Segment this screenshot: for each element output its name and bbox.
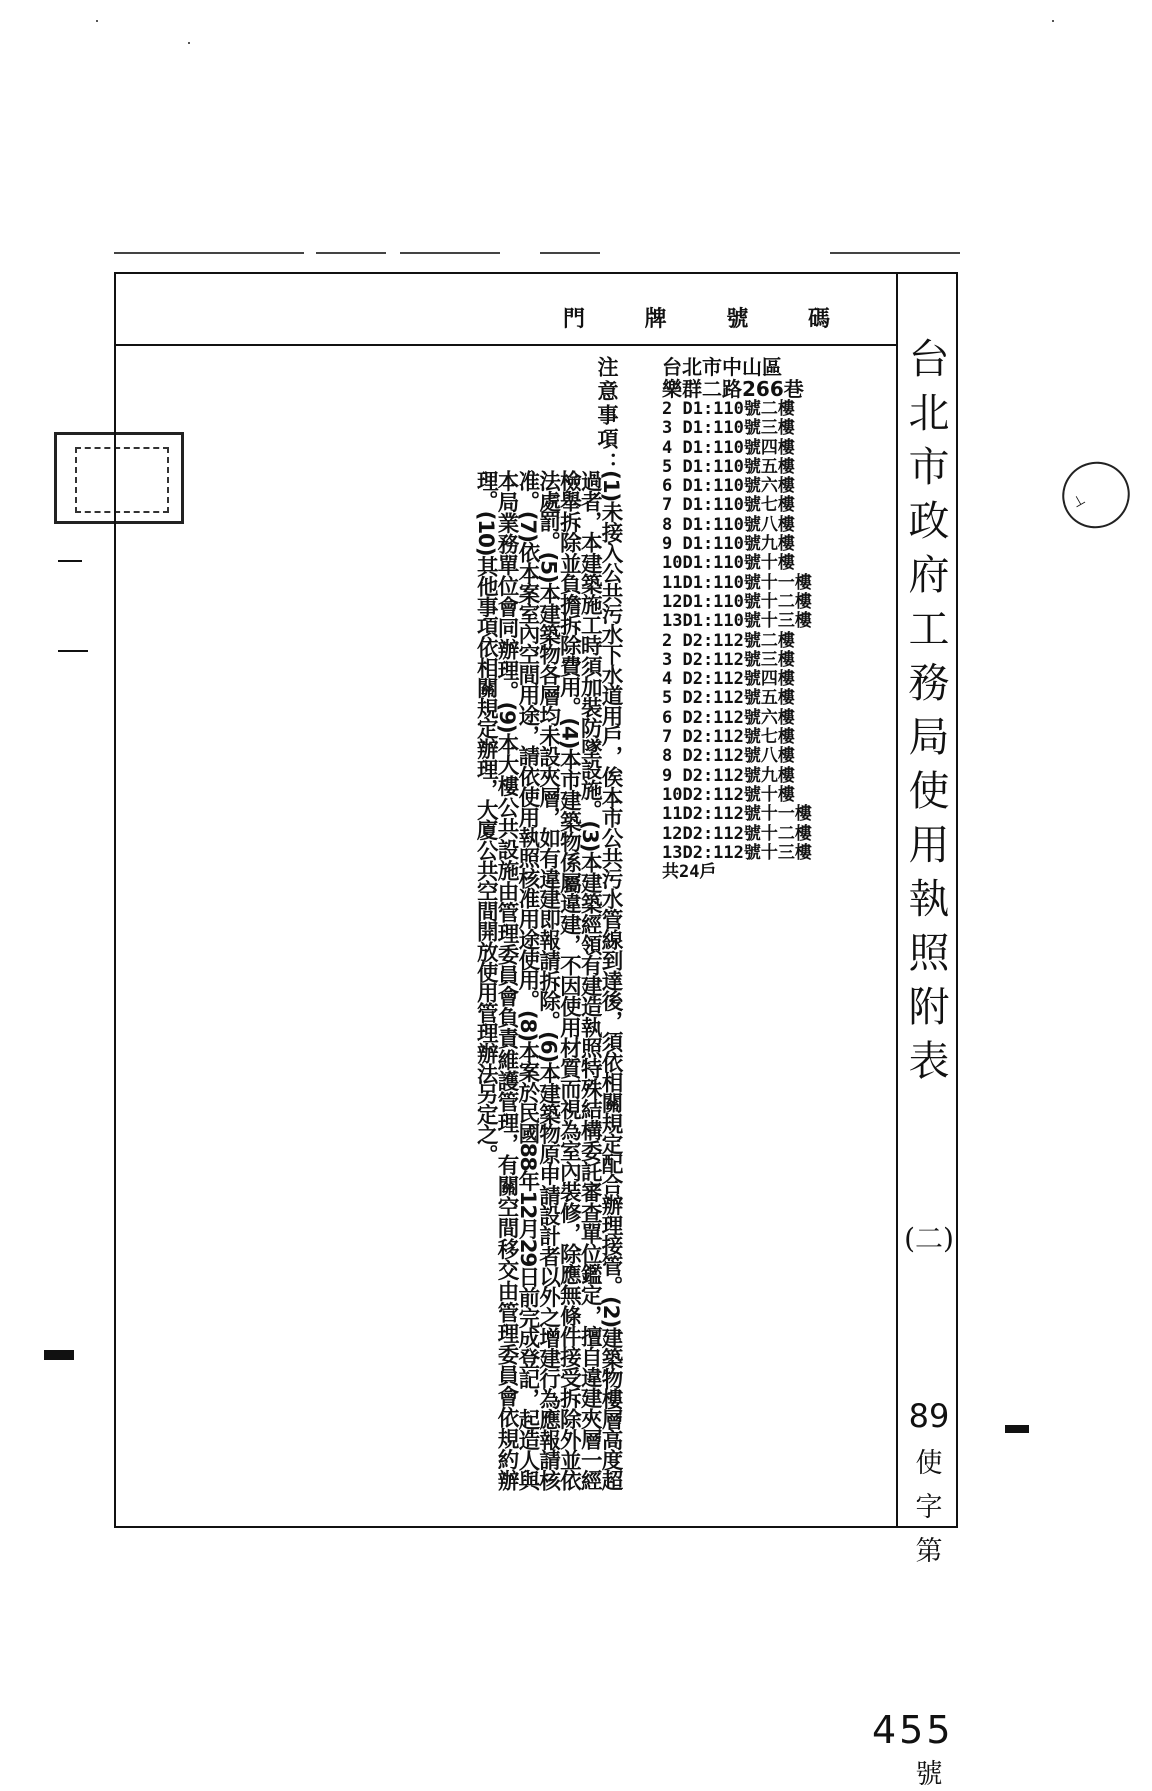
edge-mark xyxy=(58,560,82,562)
title-char: 局 xyxy=(908,713,950,761)
unit-row: 2 D1:110號二樓 xyxy=(662,399,795,419)
unit-row: 7 D2:112號七樓 xyxy=(662,727,795,748)
ink-blot xyxy=(44,1350,74,1360)
title-char: 執 xyxy=(908,875,950,923)
permit-number: 455 xyxy=(872,1708,954,1752)
unit-row: 13D2:112號十三樓 xyxy=(662,842,812,863)
document-title xyxy=(898,332,960,1088)
unit-row: 6 D1:110號六樓 xyxy=(662,476,795,497)
title-char: 務 xyxy=(908,659,950,707)
unit-row: 3 D1:110號三樓 xyxy=(662,418,795,439)
house-number-header: 門 牌 號 碼 xyxy=(563,307,856,332)
permit-word-char: 第 xyxy=(915,1536,943,1567)
title-char: 北 xyxy=(908,389,950,437)
scan-speck xyxy=(1052,20,1054,22)
edge-mark xyxy=(58,650,88,652)
unit-row: 9 D2:112號九樓 xyxy=(662,765,795,786)
title-char: 附 xyxy=(908,983,950,1031)
notes-body: (1)未接入公共污水下水道用戶，俟本市公共污水管線到達後，須依相關規定配合辦理接管。(2)建築物樓層高度超過者，本建築施工時須加裝防墜設施。(3)本建築經領有建造執照特殊結構委託審查單位鑑定，擅自違建夾層一經檢舉拆除並負擔拆除費用。(4)本市建築物係屬違建，不因使用材質而視為室內裝修，除應無條件接受拆除外並依法處罰。(5)本建築物各層均未設夾層，如有違建即報請拆除。(6)本建築物原申請設計者以外之增建行為應報請核准。(7)依本案室內空間用途，請依使用執照核准用途使用。(8)本案於民國88年12月29日前完成登記，起造人與本局業務單位會同辦理。(9)本大樓公共設施由管理委員會負責維護管理，有關空間移交由管理委員會依規約辦理。(10)其他事項依相關規定辦理，大廈公共空間開放使用管理辦法另定之。 xyxy=(473,470,623,1490)
unit-row: 10D2:112號十樓 xyxy=(662,784,795,805)
title-char: 使 xyxy=(908,767,950,815)
scan-rule-top xyxy=(114,252,304,254)
unit-row: 8 D1:110號八樓 xyxy=(662,514,795,535)
notes-title: 注意事項： xyxy=(595,356,619,476)
scan-speck xyxy=(96,20,98,22)
permit-word xyxy=(898,1442,960,1574)
scan-rule-top xyxy=(316,252,386,254)
unit-row: 7 D1:110號七樓 xyxy=(662,495,795,516)
unit-row: 11D1:110號十一樓 xyxy=(662,572,812,593)
scan-rule-top xyxy=(830,252,960,254)
title-char: 台 xyxy=(908,335,950,383)
address-road: 樂群二路266巷 xyxy=(662,377,804,401)
title-char: 照 xyxy=(908,929,950,977)
unit-row: 6 D2:112號六樓 xyxy=(662,707,795,728)
unit-total: 共24戶 xyxy=(662,862,717,883)
scan-speck xyxy=(188,42,190,44)
unit-row: 12D2:112號十二樓 xyxy=(662,823,812,844)
unit-row: 9 D1:110號九樓 xyxy=(662,534,795,555)
unit-list xyxy=(662,400,852,863)
title-appendix-number: (二) xyxy=(904,1222,954,1255)
header-row xyxy=(114,272,896,346)
address-district: 台北市中山區 xyxy=(662,355,782,379)
title-char: 用 xyxy=(908,821,950,869)
permit-year: 89 xyxy=(908,1397,950,1435)
title-char: 工 xyxy=(908,605,950,653)
permit-unit: 號 xyxy=(915,1759,943,1790)
scan-rule-top xyxy=(540,252,600,254)
scan-rule-top xyxy=(400,252,500,254)
unit-row: 8 D2:112號八樓 xyxy=(662,746,795,767)
address-list xyxy=(662,356,852,882)
ink-blot xyxy=(1005,1425,1029,1433)
unit-row: 4 D2:112號四樓 xyxy=(662,669,795,690)
unit-row: 10D1:110號十樓 xyxy=(662,553,795,574)
permit-word-char: 字 xyxy=(915,1492,943,1523)
unit-row: 11D2:112號十一樓 xyxy=(662,804,812,825)
title-char: 市 xyxy=(908,443,950,491)
unit-row: 5 D2:112號五樓 xyxy=(662,688,795,709)
title-char: 表 xyxy=(908,1037,950,1085)
unit-row: 3 D2:112號三樓 xyxy=(662,649,795,670)
title-char: 政 xyxy=(908,497,950,545)
unit-row: 4 D1:110號四樓 xyxy=(662,437,795,458)
title-char: 府 xyxy=(908,551,950,599)
faded-stamp-right: ⊥ xyxy=(1050,449,1142,540)
unit-row: 2 D2:112號二樓 xyxy=(662,630,795,651)
unit-row: 12D1:110號十二樓 xyxy=(662,591,812,612)
permit-word-char: 使 xyxy=(915,1448,943,1479)
unit-row: 5 D1:110號五樓 xyxy=(662,456,795,477)
unit-row: 13D1:110號十三樓 xyxy=(662,611,812,632)
